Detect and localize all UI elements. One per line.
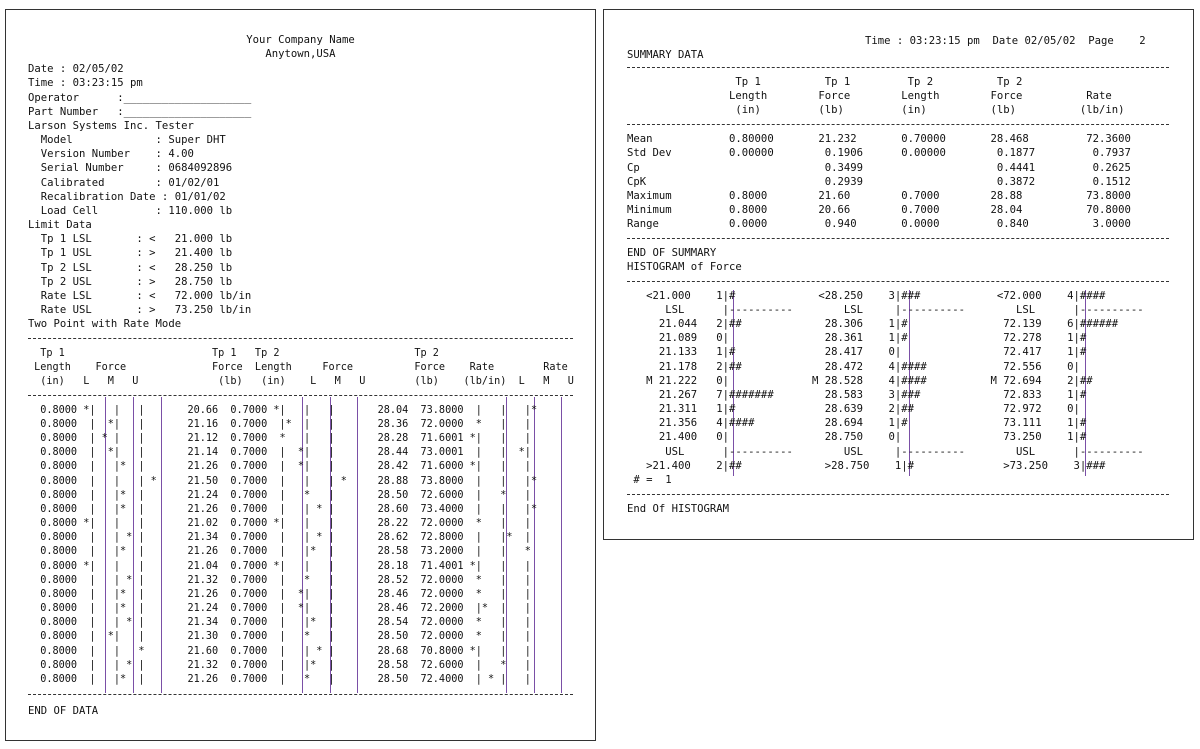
limit-line: Tp 1 LSL : < 21.000 lb: [28, 233, 233, 245]
end-of-histogram: End Of HISTOGRAM: [627, 503, 730, 515]
histogram-row: <21.000 1|# <28.250 3|### <72.000 4|####: [627, 290, 1106, 302]
summary-row: CpK 0.2939 0.3872 0.1512: [627, 176, 1131, 188]
histogram-row: M 21.222 0| M 28.528 4|#### M 72.694 2|##: [627, 375, 1093, 387]
table-row: 0.8000 | |* | 21.24 0.7000 | * | 28.50 72.6000 | * |: [28, 490, 531, 501]
histogram-row: LSL |---------- LSL |---------- LSL |----------: [627, 304, 1144, 316]
histogram-title: HISTOGRAM of Force: [627, 261, 742, 273]
histogram-row: 21.400 0| 28.750 0| 73.250 1|#: [627, 431, 1087, 443]
histogram-row: 21.178 2|## 28.472 4|#### 72.556 0|: [627, 361, 1080, 373]
table-row: 0.8000 | * | | 21.12 0.7000 * | | 28.28 71.6001 *| | |: [28, 433, 531, 444]
histogram-row: >21.400 2|## >28.750 1|# >73.250 3|###: [627, 460, 1106, 472]
table-row: 0.8000 | *| | 21.14 0.7000 | *| | 28.44 73.0001 | | *|: [28, 447, 531, 458]
summary-header-line: Tp 1 Tp 1 Tp 2 Tp 2: [627, 76, 1023, 88]
summary-row: Maximum 0.8000 21.60 0.7000 28.88 73.8000: [627, 190, 1131, 202]
table-row: 0.8000 *| | | 21.02 0.7000 *| | | 28.22 72.0000 * | |: [28, 518, 531, 529]
table-row: 0.8000 | |* | 21.26 0.7000 | *| | 28.42 71.6000 *| | |: [28, 461, 531, 472]
table-header-line: Length Force Force Length Force Force Rate Rate: [28, 362, 568, 373]
limit-line: Tp 2 USL : > 28.750 lb: [28, 276, 233, 288]
tester-info-line: Recalibration Date : 01/01/02: [28, 191, 226, 203]
divider: [627, 281, 1169, 282]
mode-line: Two Point with Rate Mode: [28, 318, 182, 330]
table-row: 0.8000 | | | * 21.50 0.7000 | | | * 28.88 73.8000 | | |*: [28, 476, 538, 487]
table-row: 0.8000 *| | | 20.66 0.7000 *| | | 28.04 73.8000 | | |*: [28, 405, 538, 416]
limit-line: Rate USL : > 73.250 lb/in: [28, 304, 252, 316]
histogram-row: 21.267 7|####### 28.583 3|### 72.833 1|#: [627, 389, 1087, 401]
histogram-row: USL |---------- USL |---------- USL |----------: [627, 446, 1144, 458]
histogram-row: 21.044 2|## 28.306 1|# 72.139 6|######: [627, 318, 1119, 330]
summary-header-line: (in) (lb) (in) (lb) (lb/in): [627, 104, 1125, 116]
tester-info-line: Serial Number : 0684092896: [28, 162, 233, 174]
table-header-line: Tp 1 Tp 1 Tp 2 Tp 2: [28, 348, 439, 359]
histogram-key: # = 1: [627, 474, 672, 486]
summary-title: SUMMARY DATA: [627, 49, 704, 61]
part-number-field: Part Number :____________________: [28, 106, 252, 118]
limit-line: Tp 2 LSL : < 28.250 lb: [28, 262, 233, 274]
divider: [627, 494, 1169, 495]
tester-info-line: Load Cell : 110.000 lb: [28, 205, 233, 217]
table-row: 0.8000 | | * | 21.32 0.7000 | |* | 28.58 72.6000 | * |: [28, 660, 531, 671]
divider: [627, 67, 1169, 68]
tester-info-line: Version Number : 4.00: [28, 148, 194, 160]
table-row: 0.8000 | | * | 21.34 0.7000 | | * | 28.62 72.8000 | |* |: [28, 532, 531, 543]
summary-row: Range 0.0000 0.940 0.0000 0.840 3.0000: [627, 218, 1131, 230]
table-row: 0.8000 | | * 21.60 0.7000 | | * | 28.68 70.8000 *| | |: [28, 646, 531, 657]
end-of-data: END OF DATA: [28, 705, 99, 717]
summary-row: Cp 0.3499 0.4441 0.2625: [627, 162, 1131, 174]
histogram-row: 21.311 1|# 28.639 2|## 72.972 0|: [627, 403, 1080, 415]
summary-row: Std Dev 0.00000 0.1906 0.00000 0.1877 0.7937: [627, 147, 1131, 159]
histogram-row: 21.356 4|#### 28.694 1|# 73.111 1|#: [627, 417, 1087, 429]
tester-title: Larson Systems Inc. Tester: [28, 120, 194, 132]
table-row: 0.8000 | | * | 21.32 0.7000 | * | 28.52 72.0000 * | |: [28, 575, 531, 586]
tester-info-line: Model : Super DHT: [28, 134, 226, 146]
table-row: 0.8000 | | * | 21.34 0.7000 | |* | 28.54 72.0000 * | |: [28, 617, 531, 628]
company-location: Anytown,USA: [265, 48, 336, 60]
divider: [627, 238, 1169, 239]
summary-row: Mean 0.80000 21.232 0.70000 28.468 72.3600: [627, 133, 1131, 145]
end-of-summary: END OF SUMMARY: [627, 247, 717, 259]
divider: [28, 395, 573, 396]
limit-line: Tp 1 USL : > 21.400 lb: [28, 247, 233, 259]
report-page-2: [603, 9, 1194, 540]
summary-row: Minimum 0.8000 20.66 0.7000 28.04 70.8000: [627, 204, 1131, 216]
report-time: Time : 03:23:15 pm: [28, 77, 143, 89]
report-page-1: [5, 9, 596, 741]
summary-header-line: Length Force Length Force Rate: [627, 90, 1112, 102]
table-row: 0.8000 | *| | 21.30 0.7000 | * | 28.50 72.0000 * | |: [28, 631, 531, 642]
table-header-line: (in) L M U (lb) (in) L M U (lb) (lb/in) L M U: [28, 376, 574, 387]
company-name: Your Company Name: [246, 34, 355, 46]
page-header: Time : 03:23:15 pm Date 02/05/02 Page 2: [865, 35, 1146, 47]
column-bar: [561, 397, 562, 693]
operator-field: Operator :____________________: [28, 92, 252, 104]
table-row: 0.8000 | |* | 21.26 0.7000 | * | 28.50 72.4000 | * | |: [28, 674, 531, 685]
histogram-row: 21.089 0| 28.361 1|# 72.278 1|#: [627, 332, 1087, 344]
tester-info-line: Calibrated : 01/02/01: [28, 177, 220, 189]
table-row: 0.8000 *| | | 21.04 0.7000 *| | | 28.18 71.4001 *| | |: [28, 561, 531, 572]
table-row: 0.8000 | |* | 21.24 0.7000 | *| | 28.46 72.2000 |* | |: [28, 603, 531, 614]
report-date: Date : 02/05/02: [28, 63, 124, 75]
divider: [28, 694, 573, 695]
histogram-row: 21.133 1|# 28.417 0| 72.417 1|#: [627, 346, 1087, 358]
column-bar: [534, 397, 535, 693]
table-row: 0.8000 | |* | 21.26 0.7000 | *| | 28.46 72.0000 * | |: [28, 589, 531, 600]
divider: [627, 124, 1169, 125]
divider: [28, 338, 573, 339]
limit-data-title: Limit Data: [28, 219, 92, 231]
table-row: 0.8000 | *| | 21.16 0.7000 |* | | 28.36 72.0000 * | |: [28, 419, 531, 430]
table-row: 0.8000 | |* | 21.26 0.7000 | | * | 28.60 73.4000 | | |*: [28, 504, 538, 515]
table-row: 0.8000 | |* | 21.26 0.7000 | |* | 28.58 73.2000 | | *: [28, 546, 531, 557]
limit-line: Rate LSL : < 72.000 lb/in: [28, 290, 252, 302]
